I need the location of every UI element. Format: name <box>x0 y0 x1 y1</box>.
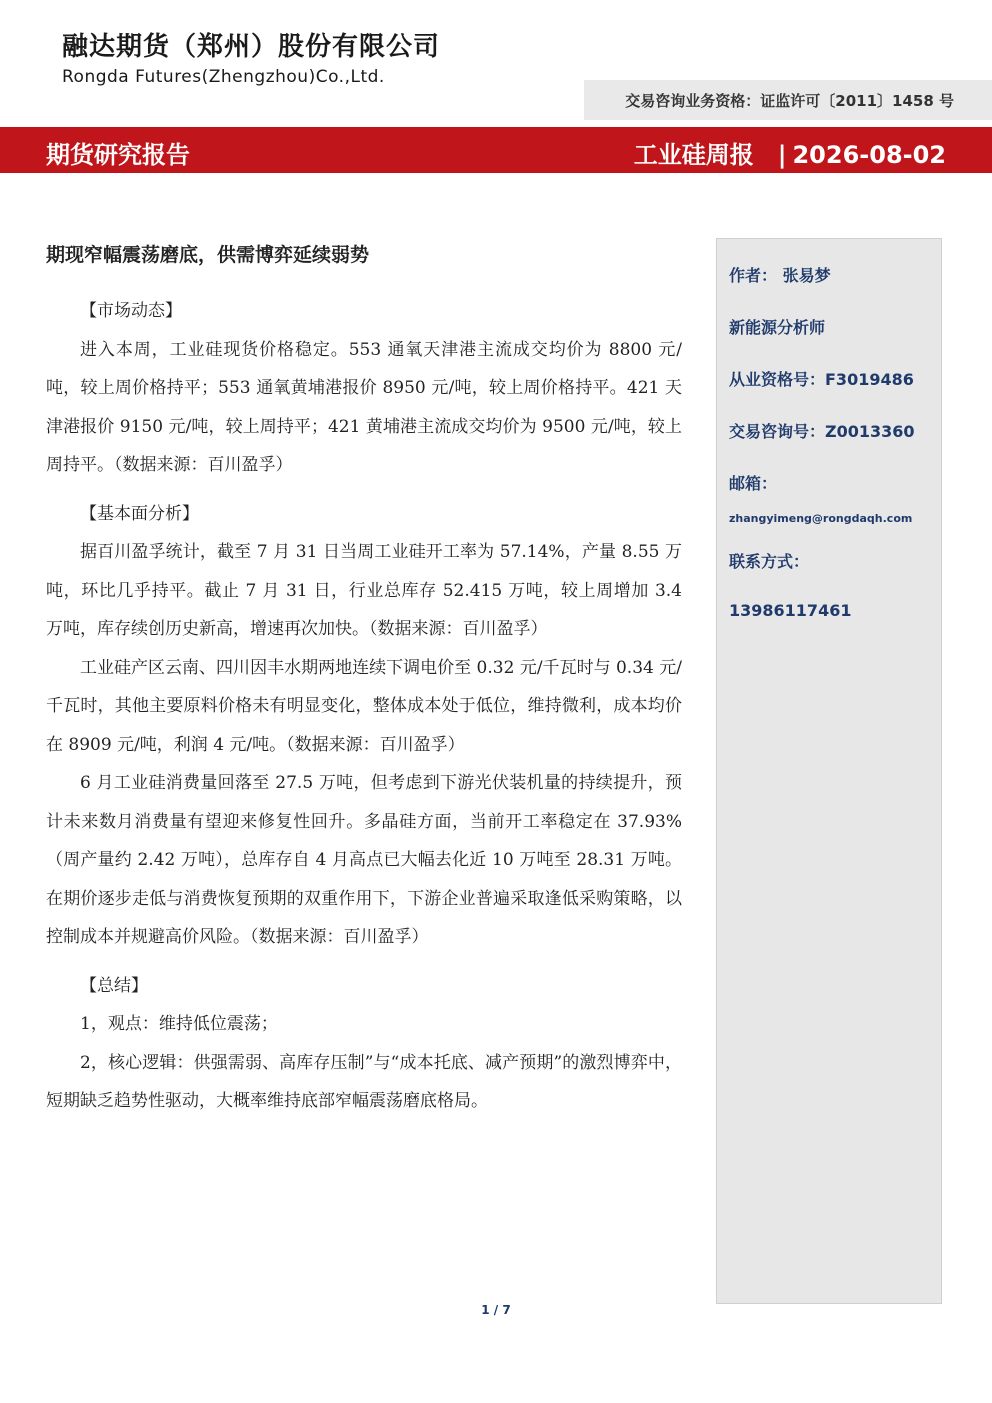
banner-separator: | <box>777 141 787 169</box>
banner-date: 2026-08-02 <box>792 141 946 169</box>
banner-report-category: 期货研究报告 <box>46 141 190 169</box>
banner-report-info <box>634 135 946 170</box>
section-heading-summary: 【总结】 <box>80 975 148 996</box>
phone-number: 13986117461 <box>729 601 852 620</box>
email-label: 邮箱： <box>729 474 778 493</box>
paragraph-fundamentals-2: 工业硅产区云南、四川因丰水期两地连续下调电价至 0.32 元/千瓦时与 0.34 元/千瓦时，其他主要原料价格未有明显变化，整体成本处于低位，维持微利，成本均价在 8909 元/吨，利润 4 元/吨。（数据来源：百川盈孚） <box>46 657 682 755</box>
section-heading-market: 【市场动态】 <box>80 301 182 321</box>
section-heading-fundamentals: 【基本面分析】 <box>80 503 199 524</box>
company-name-en: Rongda Futures(Zhengzhou)Co.,Ltd. <box>62 67 385 87</box>
email-link[interactable]: zhangyimeng@rongdaqh.com <box>729 512 913 525</box>
paragraph-market: 进入本周，工业硅现货价格稳定。553 通氧天津港主流成交均价为 8800 元/吨，较上周价格持平；553 通氧黄埔港报价 8950 元/吨，较上周价格持平。421 天津港报价 9150 元/吨，较上周持平；421 黄埔港主流成交均价为 9500 元/吨，较上周持平。（数据来源：百川盈孚） <box>46 339 682 475</box>
report-banner <box>0 127 992 173</box>
page-number: 1 / 7 <box>481 1303 511 1317</box>
author-sidebar <box>716 238 942 1304</box>
license-text: 交易咨询业务资格：证监许可〔2011〕1458 号 <box>625 92 954 110</box>
article-body <box>46 292 682 1121</box>
author-role: 新能源分析师 <box>729 318 826 337</box>
article-title: 期现窄幅震荡磨底，供需博弈延续弱势 <box>46 244 370 266</box>
banner-report-type: 工业硅周报 <box>633 141 754 169</box>
consult-number: 交易咨询号：Z0013360 <box>729 422 915 441</box>
paragraph-fundamentals-3: 6 月工业硅消费量回落至 27.5 万吨，但考虑到下游光伏装机量的持续提升，预计未来数月消费量有望迎来修复性回升。多晶硅方面，当前开工率稳定在 37.93%（周产量约 2.42 万吨），总库存自 4 月高点已大幅去化近 10 万吨至 28.31 万吨。在期价逐步走低与消费恢复预期的双重作用下，下游企业普遍采取逢低采购策略，以控制成本并规避高价风险。（数据来源：百川盈孚） <box>46 773 682 947</box>
paragraph-summary-1: 1，观点：维持低位震荡； <box>80 1014 278 1034</box>
company-name-cn: 融达期货（郑州）股份有限公司 <box>62 32 441 62</box>
contact-label: 联系方式： <box>729 552 810 571</box>
paragraph-fundamentals-1: 据百川盈孚统计，截至 7 月 31 日当周工业硅开工率为 57.14%，产量 8.55 万吨，环比几乎持平。截止 7 月 31 日，行业总库存 52.415 万吨，较上周增加 3.4 万吨，库存续创历史新高，增速再次加快。（数据来源：百川盈孚） <box>46 542 682 639</box>
author-name: 作者： 张易梦 <box>729 266 831 285</box>
qualification-number: 从业资格号：F3019486 <box>729 370 914 389</box>
company-header <box>62 26 440 87</box>
paragraph-summary-2: 2，核心逻辑：供强需弱、高库存压制”与“成本托底、减产预期”的激烈博弈中，短期缺乏趋势性驱动，大概率维持底部窄幅震荡磨底格局。 <box>46 1052 682 1111</box>
